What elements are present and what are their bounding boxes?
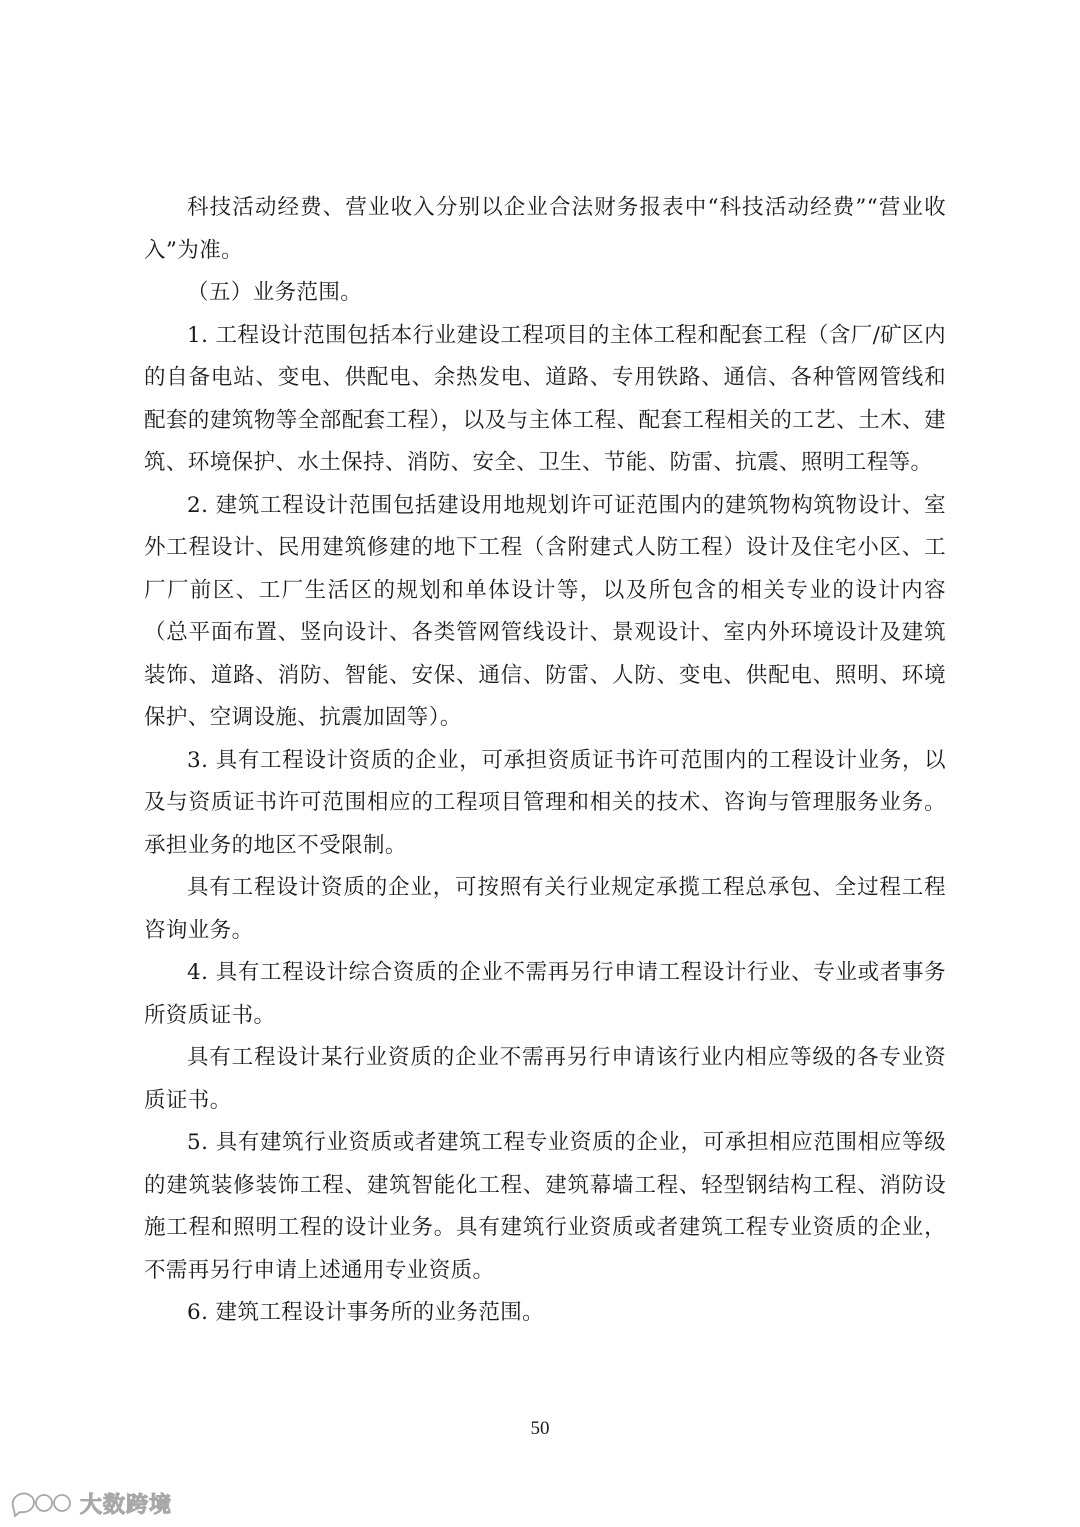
paragraph-funding-basis: 科技活动经费、营业收入分别以企业合法财务报表中“科技活动经费”“营业收入”为准。 (144, 195, 946, 263)
paragraph-item-1: 1. 工程设计范围包括本行业建设工程项目的主体工程和配套工程（含厂/矿区内的自备电站、变电、供配电、余热发电、道路、专用铁路、通信、各种管网管线和配套的建筑物等全部配套工程），以及与主体工程、配套工程相关的工艺、土木、建筑、环境保护、水土保持、消防、安全、卫生、节能、防雷、抗震、照明工程等。 (144, 322, 946, 475)
paragraph-item-4-cont: 具有工程设计某行业资质的企业不需再另行申请该行业内相应等级的各专业资质证书。 (144, 1045, 946, 1113)
chat-bubble-logo-icon (8, 1488, 78, 1518)
watermark-text: 大数跨境 (80, 1492, 173, 1518)
paragraph-item-4: 4. 具有工程设计综合资质的企业不需再另行申请工程设计行业、专业或者事务所资质证书。 (144, 960, 946, 1028)
document-body (144, 187, 946, 1335)
paragraph-item-3: 3. 具有工程设计资质的企业，可承担资质证书许可范围内的工程设计业务，以及与资质证书许可范围相应的工程项目管理和相关的技术、咨询与管理服务业务。承担业务的地区不受限制。 (144, 747, 946, 858)
section-heading-business-scope: （五）业务范围。 (187, 280, 363, 305)
watermark (8, 1488, 172, 1518)
paragraph-item-6: 6. 建筑工程设计事务所的业务范围。 (187, 1300, 545, 1325)
paragraph-item-2: 2. 建筑工程设计范围包括建设用地规划许可证范围内的建筑物构筑物设计、室外工程设计、民用建筑修建的地下工程（含附建式人防工程）设计及住宅小区、工厂厂前区、工厂生活区的规划和单体设计等，以及所包含的相关专业的设计内容（总平面布置、竖向设计、各类管网管线设计、景观设计、室内外环境设计及建筑装饰、道路、消防、智能、安保、通信、防雷、人防、变电、供配电、照明、环境保护、空调设施、抗震加固等）。 (144, 492, 946, 730)
paragraph-item-3-cont: 具有工程设计资质的企业，可按照有关行业规定承揽工程总承包、全过程工程咨询业务。 (144, 875, 946, 943)
paragraph-item-5: 5. 具有建筑行业资质或者建筑工程专业资质的企业，可承担相应范围相应等级的建筑装修装饰工程、建筑智能化工程、建筑幕墙工程、轻型钢结构工程、消防设施工程和照明工程的设计业务。具有建筑行业资质或者建筑工程专业资质的企业，不需再另行申请上述通用专业资质。 (144, 1130, 946, 1283)
page-number: 50 (530, 1418, 550, 1439)
